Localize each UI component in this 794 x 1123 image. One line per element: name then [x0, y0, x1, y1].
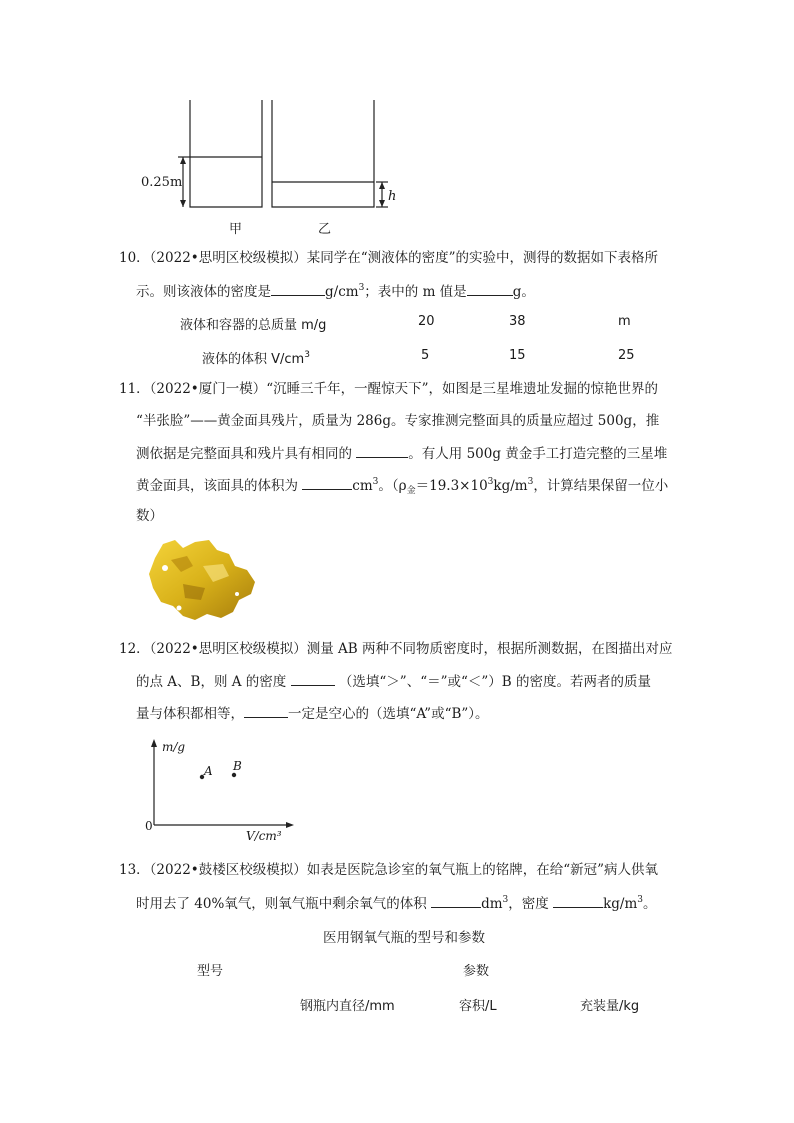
height-label: 0.25m	[141, 175, 183, 190]
q10-line1: 10．（2022•思明区校级模拟）某同学在“测液体的密度”的实验中，测得的数据如下表格所	[119, 250, 659, 266]
q13-col-params: 参数	[463, 964, 490, 979]
containers-figure	[150, 95, 410, 240]
q11-line1: 11．（2022•厦门一模）“沉睡三千年，一醒惊天下”，如图是三星堆遗址发掘的惊艳世界的	[119, 381, 659, 397]
h-label: h	[388, 189, 397, 204]
q10-row1-v2: 38	[509, 314, 526, 329]
label-jia: 甲	[229, 222, 243, 237]
q10-row2-v2: 15	[509, 348, 526, 363]
q13-sub-volume: 容积/L	[459, 999, 497, 1014]
container-jia	[190, 100, 262, 207]
point-b-label: B	[233, 759, 242, 773]
q12-line1: 12．（2022•思明区校级模拟）测量 AB 两种不同物质密度时，根据所测数据，在图描出对应	[119, 641, 673, 657]
q12-line2: 的点 A、B，则 A 的密度 （选填“＞”、“＝”或“＜”）B 的密度。若两者的质量	[136, 671, 651, 692]
q12-blank-hollow[interactable]	[244, 703, 288, 718]
q11-line3: 测依据是完整面具和残片具有相同的 。有人用 500g 黄金手工打造完整的三星堆	[136, 443, 667, 464]
q10-blank-density[interactable]	[271, 281, 325, 296]
q10-row2-v1: 5	[421, 348, 430, 363]
gold-mask-image	[143, 536, 263, 624]
q10-row1-label: 液体和容器的总质量 m/g	[180, 318, 327, 333]
x-axis-label: V/cm³	[246, 829, 282, 843]
q10-row2-label: 液体的体积 $V/cm^3$	[202, 350, 310, 367]
label-yi: 乙	[318, 222, 332, 237]
q11-line2: “半张脸”——黄金面具残片，质量为 286g。专家推测完整面具的质量应超过 500g，推	[136, 413, 660, 429]
origin-label: 0	[145, 819, 153, 833]
q10-row2-v3: 25	[618, 348, 635, 363]
q13-sub-load: 充装量/kg	[580, 999, 640, 1014]
q13-line2: 时用去了 40%氧气，则氧气瓶中剩余氧气的体积 $dm^3$，密度 $kg/m^3$。	[136, 895, 657, 912]
q11-blank-property[interactable]	[356, 443, 408, 458]
q11-blank-volume[interactable]	[302, 475, 352, 490]
q10-blank-m[interactable]	[467, 281, 513, 296]
container-yi	[272, 100, 374, 207]
q13-sub-diameter: 钢瓶内直径/mm	[300, 999, 395, 1014]
q13-blank-volume[interactable]	[431, 893, 481, 908]
q13-line1: 13．（2022•鼓楼区校级模拟）如表是医院急诊室的氧气瓶上的铭牌，在给“新冠”病人供氧	[119, 862, 659, 878]
q11-line5: 数）	[136, 508, 163, 524]
q10-row1-v3: m	[618, 314, 631, 329]
q13-blank-density[interactable]	[553, 893, 603, 908]
q12-blank-compare[interactable]	[291, 671, 335, 686]
q13-table-title: 医用钢氧气瓶的型号和参数	[323, 930, 485, 946]
q13-col-model: 型号	[197, 964, 224, 979]
point-a-label: A	[204, 764, 213, 778]
y-axis-label: m/g	[162, 740, 186, 754]
q10-row1-v1: 20	[418, 314, 435, 329]
q12-line3: 量与体积都相等， 一定是空心的（选填“A”或“B”）。	[136, 703, 489, 724]
q11-line4: 黄金面具，该面具的体积为 $cm^3$。（$\rho_金=19.3\times 10^3kg/m^3$，计算结果保留一位小	[136, 477, 669, 496]
q10-line2: 示。则该液体的密度是 $g/cm^3$；表中的 m 值是 g。	[136, 283, 535, 300]
